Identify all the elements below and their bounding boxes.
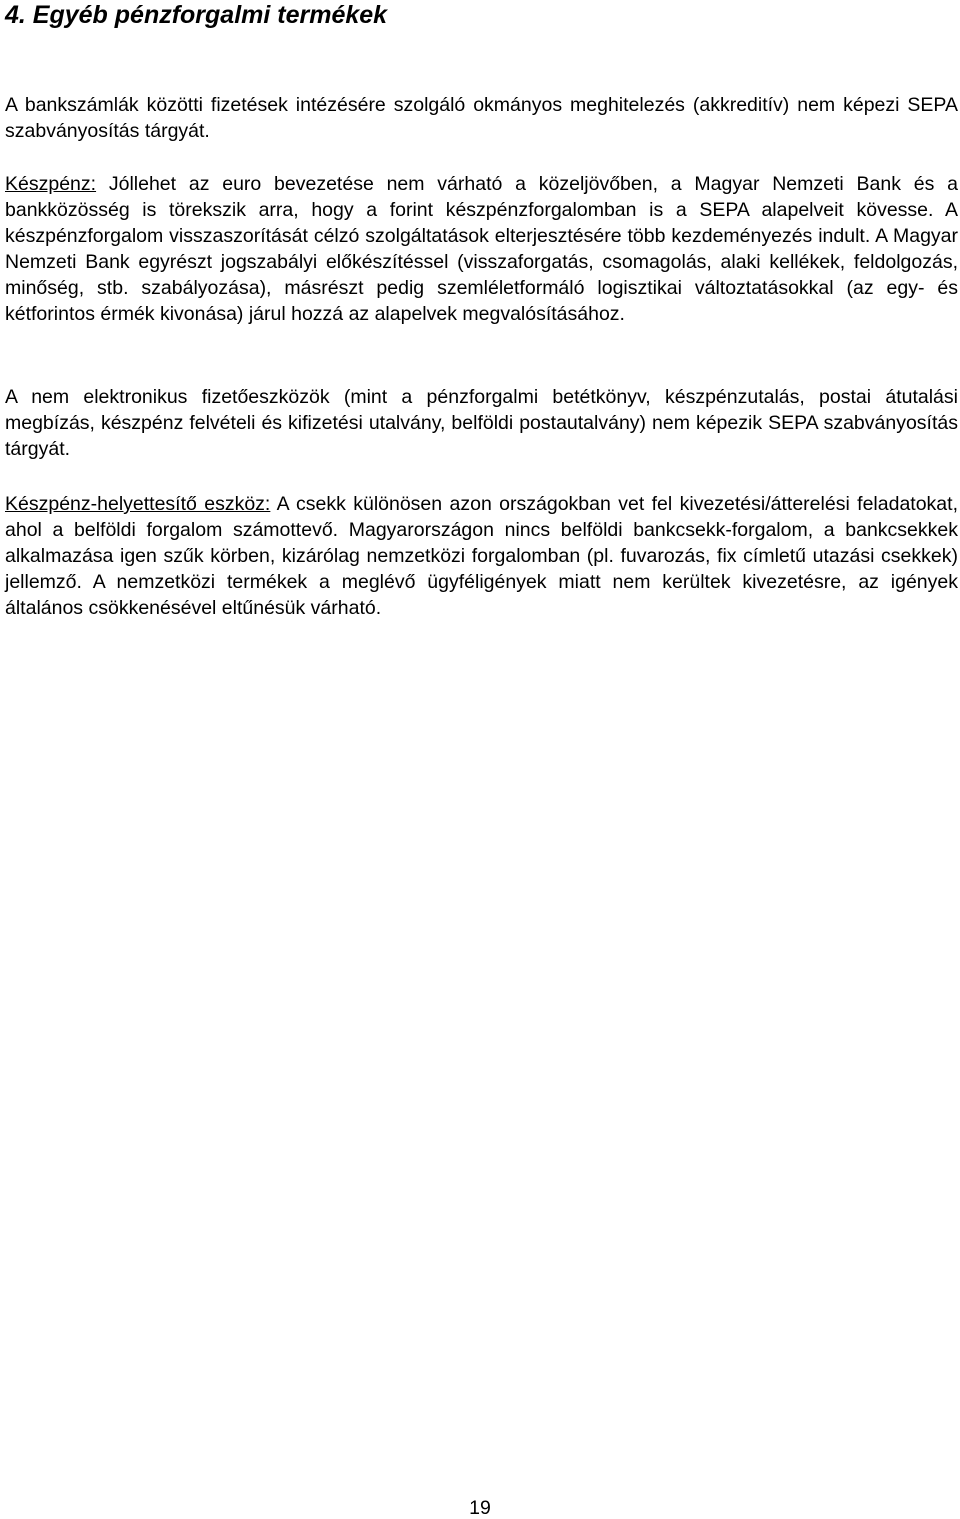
cash-substitute-text: A csekk különösen azon országokban vet fel kivezetési/átterelési feladatokat, ahol a belföldi forgalom számottevő. Magyarországon nincs belföldi bankcsekk-forgalom, a bankcsekkek alkalmazása igen szűk körben, kizárólag nemzetközi forgalomban (pl. fuvarozás, fix címletű utazási csekkek) jellemző. A nemzetközi termékek a meglévő ügyféligények miatt nem kerültek kivezetésre, az igények általános csökkenésével eltűnésük várható. [5, 493, 958, 619]
page-number: 19 [469, 1497, 491, 1519]
paragraph-cash [5, 171, 958, 327]
cash-text: Jóllehet az euro bevezetése nem várható a közeljövőben, a Magyar Nemzeti Bank és a bankközösség is törekszik arra, hogy a forint készpénzforgalomban is a SEPA alapelveit kövesse. A készpénzforgalom visszaszorítását célzó szolgáltatások elterjesztésére több kezdeményezés indult. A Magyar Nemzeti Bank egyrészt jogszabályi előkészítéssel (visszaforgatás, csomagolás, alaki kellékek, feldolgozás, minőség, stb. szabályozása), másrészt pedig szemléletformáló logisztikai változtatásokkal (az egy- és kétforintos érmék kivonása) járul hozzá az alapelvek megvalósításához. [5, 173, 958, 325]
paragraph-accreditive: A bankszámlák közötti fizetések intézésére szolgáló okmányos meghitelezés (akkreditív) nem képezi SEPA szabványosítás tárgyát. [5, 94, 958, 142]
cash-label: Készpénz: [5, 173, 97, 195]
paragraph-cash-substitute [5, 491, 958, 621]
paragraph-non-electronic: A nem elektronikus fizetőeszközök (mint a pénzforgalmi betétkönyv, készpénzutalás, postai átutalási megbízás, készpénz felvételi és kifizetési utalvány, belföldi postautalvány) nem képezik SEPA szabványosítás tárgyát. [5, 386, 958, 460]
section-heading: 4. Egyéb pénzforgalmi termékek [5, 1, 388, 29]
cash-substitute-label: Készpénz-helyettesítő eszköz: [5, 493, 271, 515]
